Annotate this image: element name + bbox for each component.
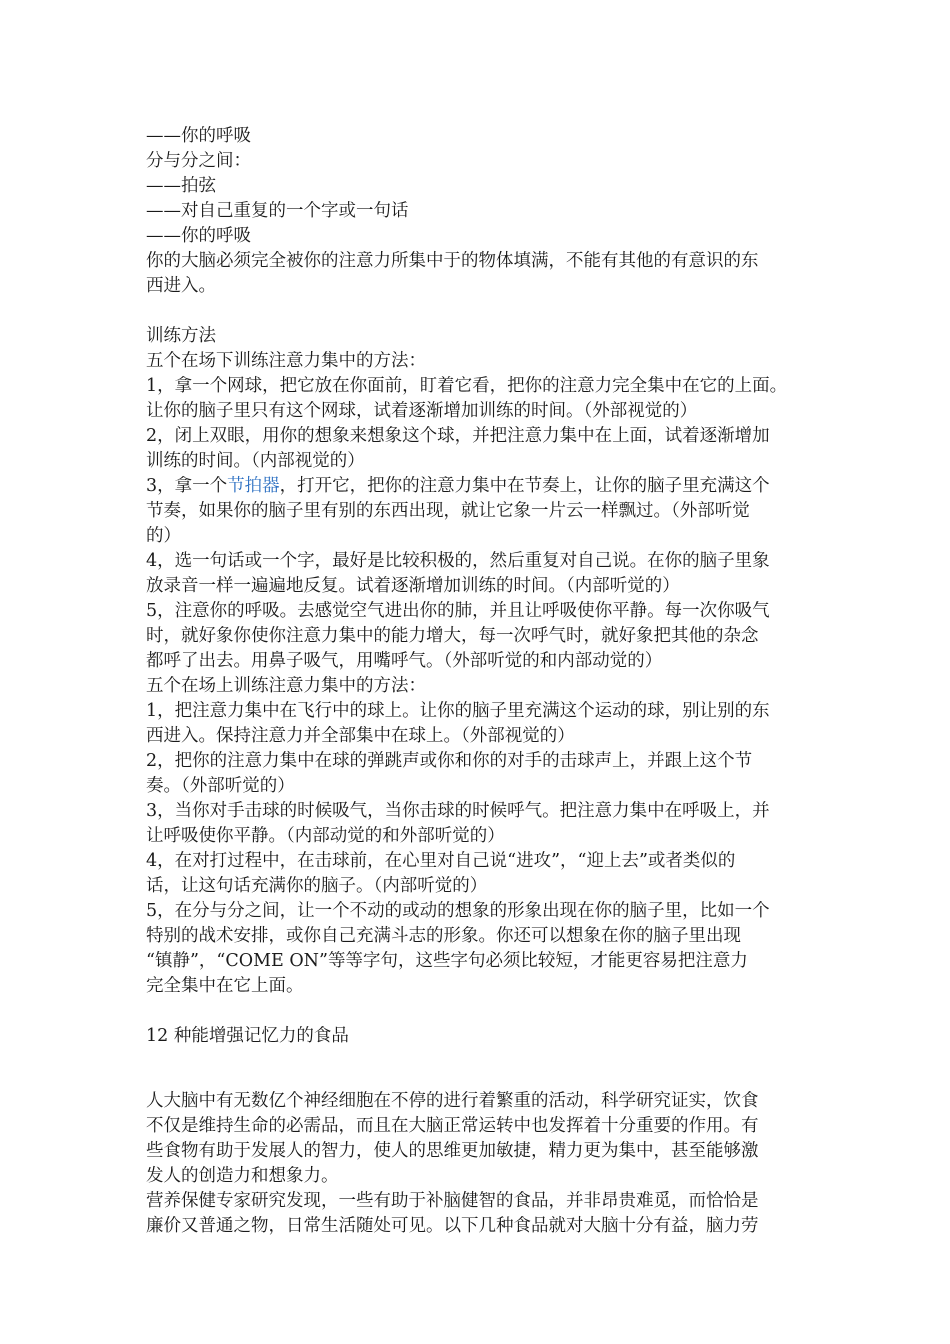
- text-line: 廉价又普通之物，日常生活随处可见。以下几种食品就对大脑十分有益，脑力劳: [146, 1216, 759, 1236]
- text-line: ——你的呼吸: [146, 226, 251, 246]
- offcourt-heading: 五个在场下训练注意力集中的方法：: [146, 351, 426, 371]
- text-line: 让呼吸使你平静。（内部动觉的和外部听觉的）: [146, 826, 505, 846]
- text-line: 特别的战术安排，或你自己充满斗志的形象。你还可以想象在你的脑子里出现: [146, 926, 741, 946]
- text-line: 4，在对打过程中，在击球前，在心里对自己说“进攻”，“迎上去”或者类似的: [146, 851, 736, 871]
- text-line: 完全集中在它上面。: [146, 976, 304, 996]
- text-line: 话，让这句话充满你的脑子。（内部听觉的）: [146, 876, 488, 896]
- text-line: 放录音一样一遍遍地反复。试着逐渐增加训练的时间。（内部听觉的）: [146, 576, 680, 596]
- text-line: “镇静”，“COME ON”等等字句，这些字句必须比较短，才能更容易把注意力: [146, 951, 748, 971]
- text-line: 奏。（外部听觉的）: [146, 776, 295, 796]
- text-line: 发人的创造力和想象力。: [146, 1166, 339, 1186]
- text-line: 1，拿一个网球，把它放在你面前，盯着它看，把你的注意力完全集中在它的上面。: [146, 376, 788, 396]
- text-line: 2，闭上双眼，用你的想象来想象这个球，并把注意力集中在上面，试着逐渐增加: [146, 426, 770, 446]
- text-line: 些食物有助于发展人的智力，使人的思维更加敏捷，精力更为集中，甚至能够激: [146, 1141, 759, 1161]
- text-line: 4，选一句话或一个字，最好是比较积极的，然后重复对自己说。在你的脑子里象: [146, 551, 770, 571]
- text-line: ——对自己重复的一个字或一句话: [146, 201, 409, 221]
- text-line: 你的大脑必须完全被你的注意力所集中于的物体填满，不能有其他的有意识的东: [146, 251, 759, 271]
- text-line: 让你的脑子里只有这个网球，试着逐渐增加训练的时间。（外部视觉的）: [146, 401, 698, 421]
- document-page: [146, 124, 810, 1239]
- metronome-link[interactable]: 节拍器: [227, 476, 280, 496]
- text-line: 节奏，如果你的脑子里有别的东西出现，就让它象一片云一样飘过。（外部听觉: [146, 501, 750, 521]
- text-span: ，打开它，把你的注意力集中在节奏上，让你的脑子里充满这个: [279, 476, 770, 496]
- text-line: 西进入。保持注意力并全部集中在球上。（外部视觉的）: [146, 726, 575, 746]
- text-line: 西进入。: [146, 276, 216, 296]
- text-line: ——你的呼吸: [146, 126, 251, 146]
- text-span: 3，拿一个: [146, 476, 228, 496]
- text-line: 3，当你对手击球的时候吸气，当你击球的时候呼气。把注意力集中在呼吸上，并: [146, 801, 770, 821]
- text-line: ——拍弦: [146, 176, 216, 196]
- text-line: 不仅是维持生命的必需品，而且在大脑正常运转中也发挥着十分重要的作用。有: [146, 1116, 759, 1136]
- oncourt-heading: 五个在场上训练注意力集中的方法：: [146, 676, 426, 696]
- text-line: 人大脑中有无数亿个神经细胞在不停的进行着繁重的活动，科学研究证实，饮食: [146, 1091, 759, 1111]
- section-title: 训练方法: [146, 326, 216, 346]
- text-line: 1，把注意力集中在飞行中的球上。让你的脑子里充满这个运动的球，别让别的东: [146, 701, 770, 721]
- text-line: 2，把你的注意力集中在球的弹跳声或你和你的对手的击球声上，并跟上这个节: [146, 751, 753, 771]
- text-line: [146, 474, 810, 499]
- text-line: 5，在分与分之间，让一个不动的或动的想象的形象出现在你的脑子里，比如一个: [146, 901, 770, 921]
- text-line: 时，就好象你使你注意力集中的能力增大，每一次呼气时，就好象把其他的杂念: [146, 626, 759, 646]
- text-line: 分与分之间：: [146, 151, 251, 171]
- text-line: 的）: [146, 526, 181, 546]
- food-heading: 12 种能增强记忆力的食品: [146, 1026, 349, 1046]
- text-line: 都呼了出去。用鼻子吸气，用嘴呼气。（外部听觉的和内部动觉的）: [146, 651, 663, 671]
- text-line: 训练的时间。（内部视觉的）: [146, 451, 365, 471]
- text-line: 5，注意你的呼吸。去感觉空气进出你的肺，并且让呼吸使你平静。每一次你吸气: [146, 601, 770, 621]
- text-line: 营养保健专家研究发现，一些有助于补脑健智的食品，并非昂贵难觅，而恰恰是: [146, 1191, 759, 1211]
